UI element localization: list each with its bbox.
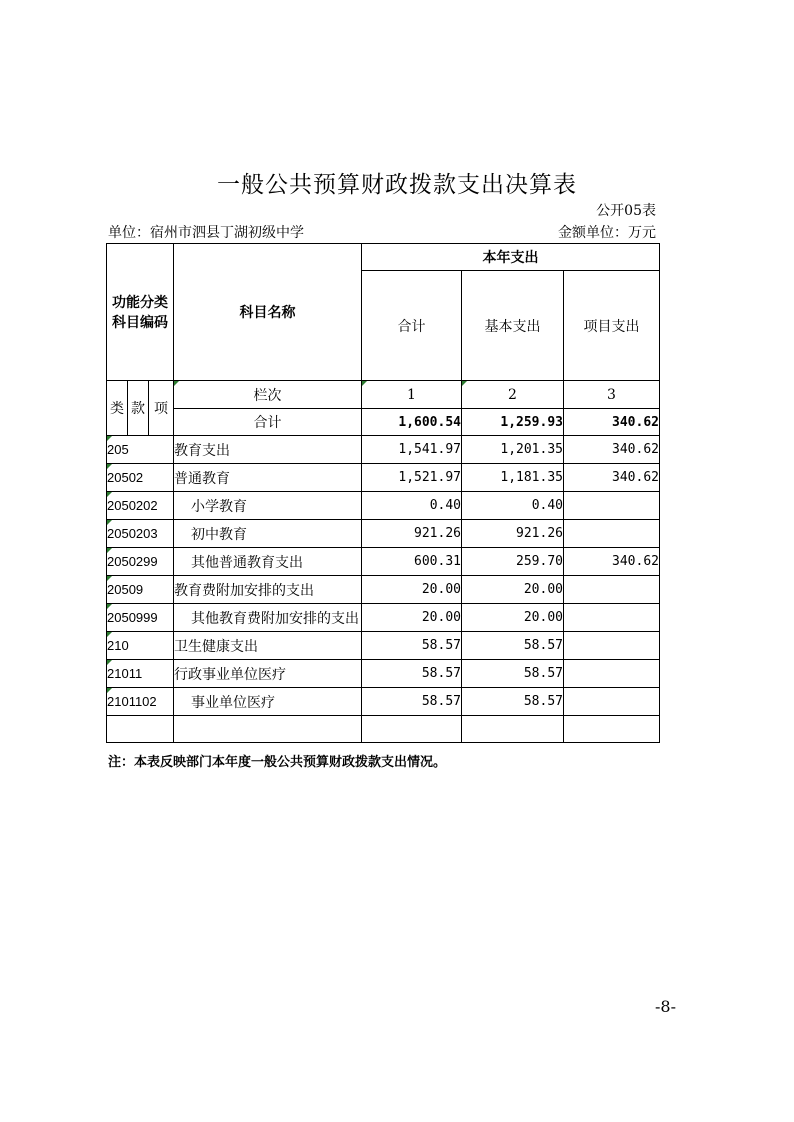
header-year-expense: 本年支出 [362,244,660,271]
table-row [107,632,660,660]
blank-cell [564,716,660,743]
column-number-3: 3 [564,381,660,409]
header-subject-name: 科目名称 [174,244,362,381]
row-basic: 58.57 [462,660,564,688]
row-basic: 20.00 [462,604,564,632]
header-basic: 基本支出 [462,271,564,381]
column-number-2: 2 [462,381,564,409]
header-func-code: 功能分类 科目编码 [107,244,174,381]
row-name: 初中教育 [174,520,362,548]
row-name: 行政事业单位医疗 [174,660,362,688]
footnote: 注：本表反映部门本年度一般公共预算财政拨款支出情况。 [108,754,447,769]
page-title: 一般公共预算财政拨款支出决算表 [217,172,577,198]
row-code: 2050299 [107,548,174,576]
row-project: 340.62 [564,548,660,576]
row-total: 58.57 [362,632,462,660]
row-name: 小学教育 [174,492,362,520]
blank-cell [462,716,564,743]
row-basic: 259.70 [462,548,564,576]
sum-project: 340.62 [564,409,660,436]
row-project [564,604,660,632]
row-total: 58.57 [362,688,462,716]
table-row [107,604,660,632]
row-basic: 58.57 [462,632,564,660]
header-project: 项目支出 [564,271,660,381]
row-name: 普通教育 [174,464,362,492]
row-name: 教育费附加安排的支出 [174,576,362,604]
row-code: 2050202 [107,492,174,520]
table-row [107,688,660,716]
row-code: 205 [107,436,174,464]
row-project: 340.62 [564,436,660,464]
expenditure-table [106,243,660,743]
row-project [564,632,660,660]
sum-basic: 1,259.93 [462,409,564,436]
row-project: 340.62 [564,464,660,492]
row-name: 卫生健康支出 [174,632,362,660]
row-total: 58.57 [362,660,462,688]
header-lei: 类 [107,381,128,436]
row-basic: 0.40 [462,492,564,520]
table-row [107,464,660,492]
currency-unit-label: 金额单位：万元 [558,225,656,241]
row-total: 921.26 [362,520,462,548]
row-basic: 20.00 [462,576,564,604]
table-row [107,381,660,409]
table-row [107,409,660,436]
table-row [107,660,660,688]
row-basic: 1,201.35 [462,436,564,464]
row-name: 其他普通教育支出 [174,548,362,576]
table-row [107,492,660,520]
header-xiang: 项 [149,381,174,436]
row-code: 21011 [107,660,174,688]
table-row [107,244,660,271]
row-total: 20.00 [362,576,462,604]
row-total: 1,521.97 [362,464,462,492]
row-total: 1,541.97 [362,436,462,464]
row-basic: 921.26 [462,520,564,548]
table-row [107,576,660,604]
row-total: 20.00 [362,604,462,632]
column-number-1: 1 [362,381,462,409]
row-code: 210 [107,632,174,660]
header-kuan: 款 [128,381,149,436]
unit-label: 单位：宿州市泗县丁湖初级中学 [108,225,304,241]
column-number-label: 栏次 [174,381,362,409]
row-code: 2050999 [107,604,174,632]
blank-cell [362,716,462,743]
row-project [564,688,660,716]
row-name: 其他教育费附加安排的支出 [174,604,362,632]
form-number: 公开05表 [596,203,656,219]
row-code: 2050203 [107,520,174,548]
row-code: 20509 [107,576,174,604]
row-project [564,576,660,604]
blank-cell [174,716,362,743]
row-basic: 58.57 [462,688,564,716]
row-total: 0.40 [362,492,462,520]
sum-label: 合计 [174,409,362,436]
row-project [564,660,660,688]
sum-total: 1,600.54 [362,409,462,436]
row-basic: 1,181.35 [462,464,564,492]
row-name: 事业单位医疗 [174,688,362,716]
blank-cell [107,716,174,743]
page-number: -8- [655,997,676,1016]
row-project [564,520,660,548]
table-row [107,548,660,576]
row-code: 20502 [107,464,174,492]
table-row [107,520,660,548]
header-total: 合计 [362,271,462,381]
row-name: 教育支出 [174,436,362,464]
row-total: 600.31 [362,548,462,576]
blank-row [107,716,660,743]
table-row [107,436,660,464]
row-code: 2101102 [107,688,174,716]
row-project [564,492,660,520]
